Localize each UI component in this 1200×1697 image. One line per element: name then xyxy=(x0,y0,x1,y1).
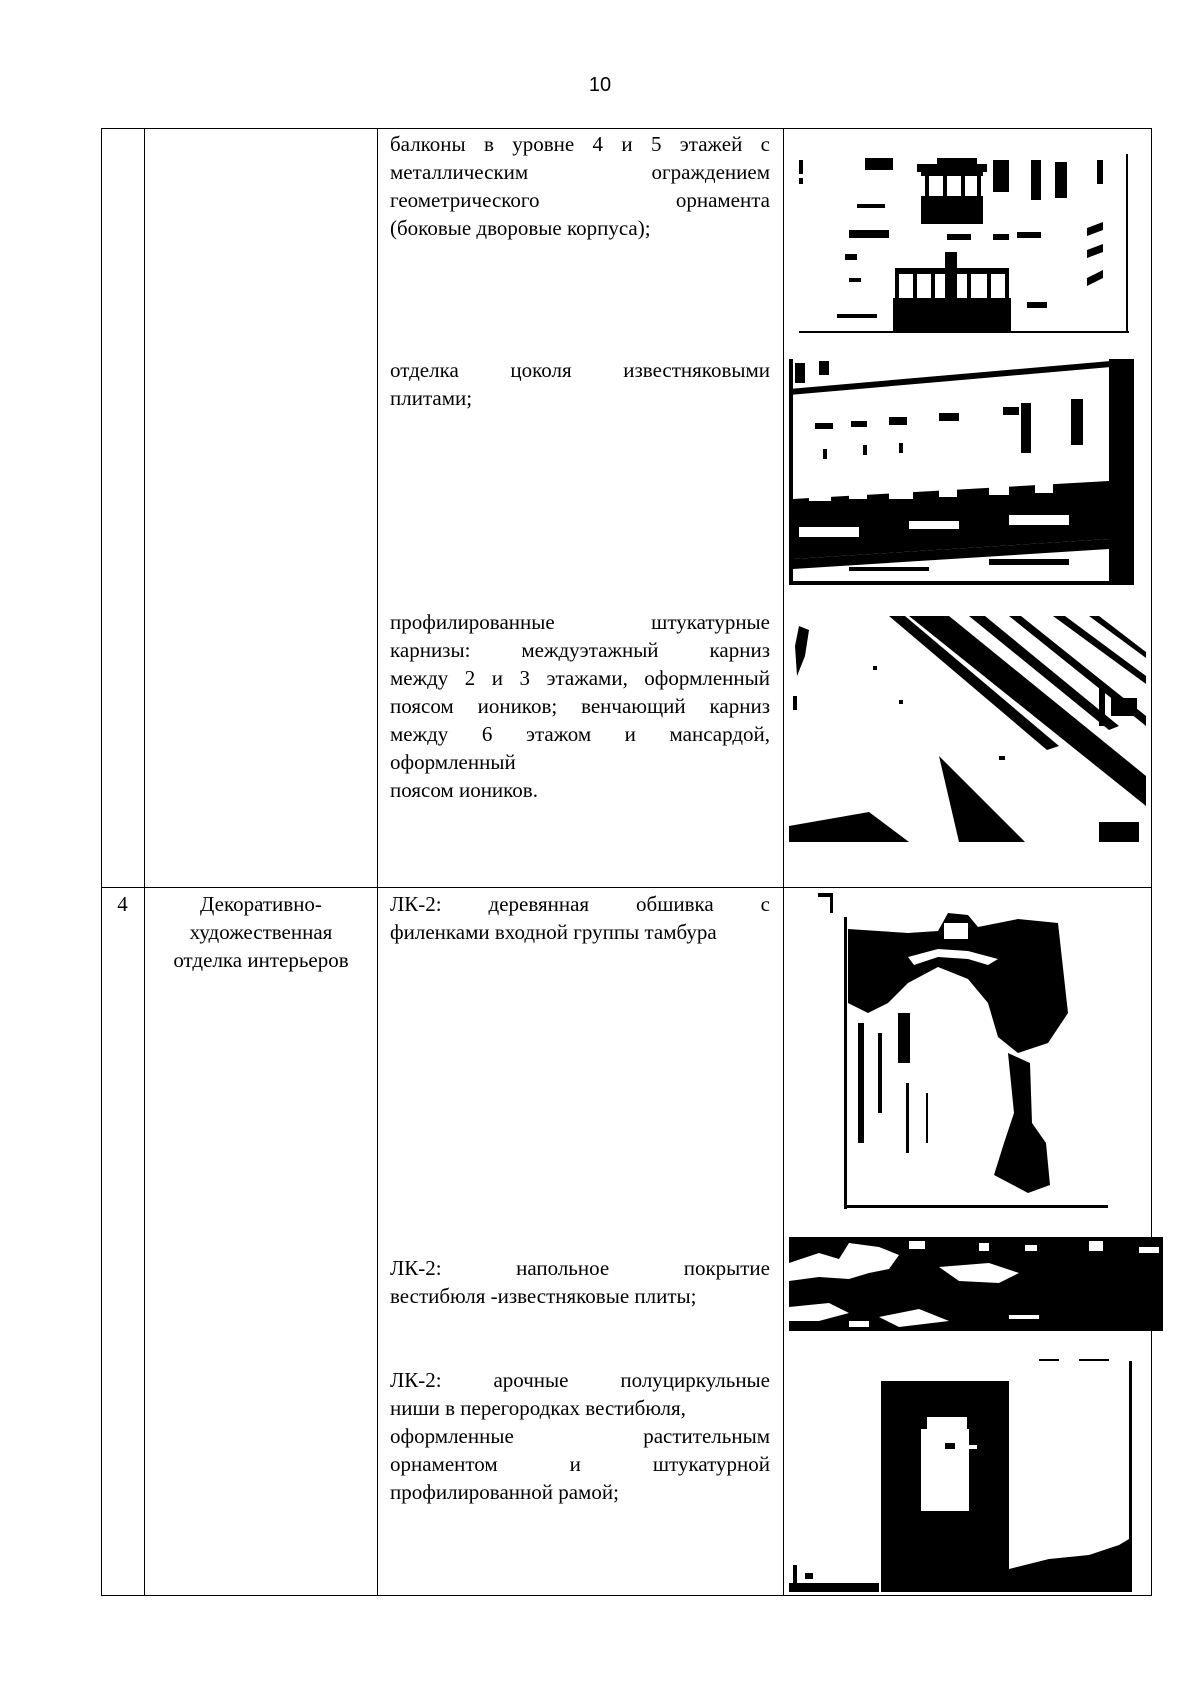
table-column-divider xyxy=(144,128,145,1596)
table-border-left xyxy=(101,128,102,1596)
row-item-text: ЛК-2: напольное покрытие вестибюля -известняковые плиты; xyxy=(390,1256,770,1308)
row-item-text: ЛК-2: арочные полуциркульные ниши в перегородках вестибюля, оформленные растительным орнаментом и штукатурной профилированной рамой; xyxy=(390,1368,770,1504)
floor-photo xyxy=(789,1237,1163,1331)
balcony-photo xyxy=(797,150,1133,334)
plinth-photo xyxy=(789,359,1134,585)
row-item-text: балконы в уровне 4 и 5 этажей с металлическим ограждением геометрического орнамента (боковые дворовые корпуса); xyxy=(390,132,770,240)
table-border-bottom xyxy=(101,1595,1152,1596)
row-item-text: ЛК-2: деревянная обшивка с филенками входной группы тамбура xyxy=(390,892,770,944)
table-border-right xyxy=(1151,128,1152,1596)
wood-panel-photo xyxy=(818,893,1108,1209)
row-item-text: профилированные штукатурные карнизы: междуэтажный карниз между 2 и 3 этажами, оформленный поясом иоников; венчающий карниз между 6 этажом и мансардой, оформленный поясом иоников. xyxy=(390,610,770,802)
arch-niche-photo xyxy=(789,1359,1132,1592)
page-number: 10 xyxy=(588,74,612,96)
table-border-top xyxy=(101,128,1152,129)
cornice-photo xyxy=(789,616,1146,842)
row-item-text: отделка цоколя известняковыми плитами; xyxy=(390,358,770,410)
table-row-divider xyxy=(101,887,1152,888)
row-number: 4 xyxy=(117,892,128,916)
row-title: Декоративно- художественная отделка интерьеров xyxy=(173,892,349,972)
table-column-divider xyxy=(377,128,378,1596)
table-column-divider xyxy=(783,128,784,1596)
